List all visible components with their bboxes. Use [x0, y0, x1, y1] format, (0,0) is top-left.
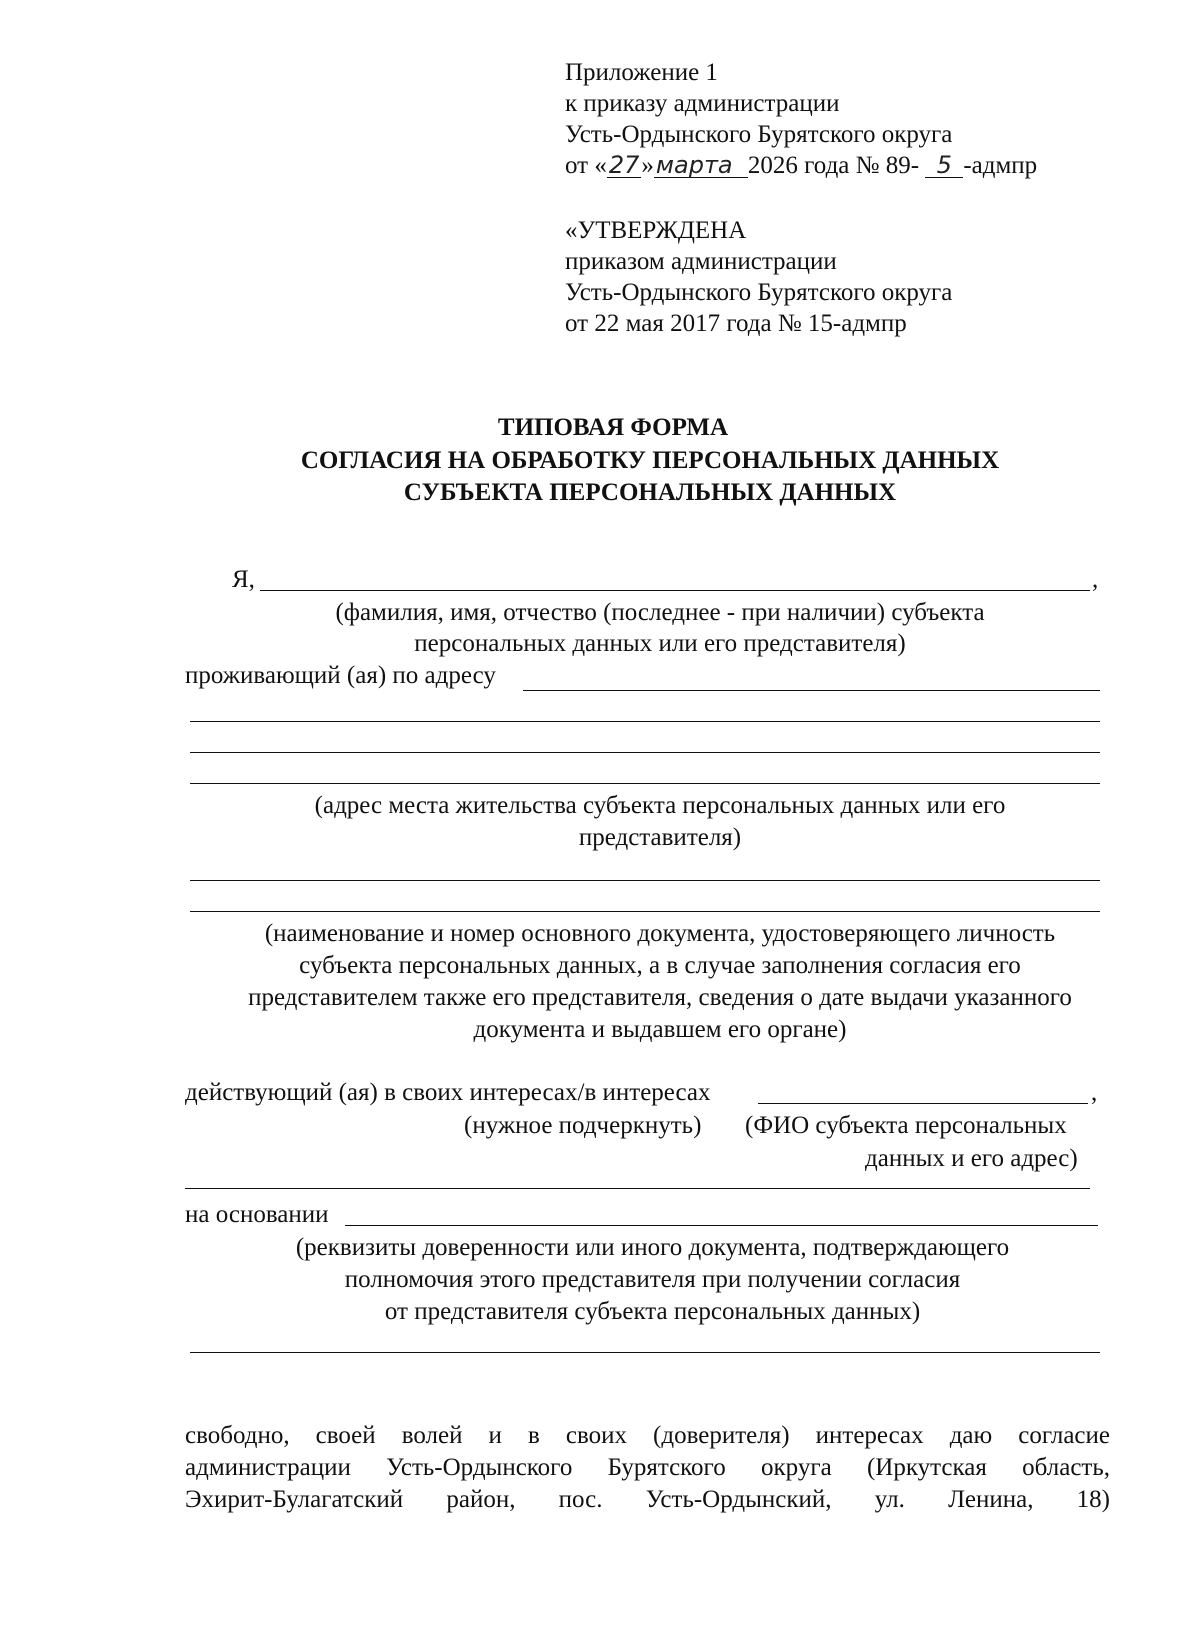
consent-paragraph-line-1: свободно, своей волей и в своих (доверителя) интересах даю согласие	[185, 1422, 1110, 1449]
fio-comma: ,	[1092, 566, 1099, 593]
address-fill-line-1[interactable]	[523, 690, 1100, 691]
address-fill-line-3[interactable]	[190, 752, 1100, 753]
subject-hint-line-2: данных и его адрес)	[865, 1145, 1078, 1172]
subject-fill-line[interactable]	[185, 1188, 1090, 1189]
order-mid: »	[641, 152, 654, 179]
document-fill-line-2[interactable]	[190, 911, 1100, 912]
approved-line-2: приказом администрации	[565, 248, 837, 275]
document-hint-line-3: представителем также его представителя, сведения о дате выдачи указанного	[248, 984, 1072, 1011]
address-hint-line-2: представителя)	[578, 824, 742, 851]
document-hint-line-2: субъекта персональных данных, а в случае заполнения согласия его	[299, 952, 1021, 979]
fio-hint-line-1: (фамилия, имя, отчество (последнее - при наличии) субъекта	[335, 599, 985, 626]
fio-fill-line[interactable]	[260, 590, 1090, 591]
address-fill-line-2[interactable]	[190, 721, 1100, 722]
acting-comma: ,	[1091, 1079, 1098, 1106]
appendix-line-2: к приказу администрации	[565, 90, 840, 117]
title-line-1: ТИПОВАЯ ФОРМА	[497, 414, 729, 441]
order-month-handwritten: марта	[654, 153, 748, 178]
basis-label: на основании	[185, 1201, 329, 1228]
approved-line-4: от 22 мая 2017 года № 15-адмпр	[565, 310, 907, 337]
basis-hint-line-2: полномочия этого представителя при получении согласия	[344, 1266, 961, 1293]
order-number-handwritten: 5	[925, 153, 963, 178]
consent-paragraph-line-3: Эхирит-Булагатский район, пос. Усть-Ордынский, ул. Ленина, 18)	[185, 1486, 1110, 1513]
underline-hint: (нужное подчеркнуть)	[464, 1112, 702, 1139]
appendix-line-1: Приложение 1	[565, 59, 718, 86]
acting-fill-line[interactable]	[758, 1103, 1088, 1104]
approved-line-1: «УТВЕРЖДЕНА	[565, 217, 747, 244]
address-fill-line-4[interactable]	[190, 783, 1100, 784]
address-hint-line-1: (адрес места жительства субъекта персональных данных или его	[314, 792, 1006, 819]
consent-paragraph-line-2: администрации Усть-Ордынского Бурятского округа (Иркутская область,	[185, 1454, 1110, 1481]
order-prefix: от «	[565, 152, 607, 179]
address-label: проживающий (ая) по адресу	[185, 662, 496, 689]
subject-hint-line-1: (ФИО субъекта персональных	[745, 1112, 1067, 1139]
title-line-3: СУБЪЕКТА ПЕРСОНАЛЬНЫХ ДАННЫХ	[403, 479, 897, 506]
document-fill-line-1[interactable]	[190, 880, 1100, 881]
order-year: 2026 года № 89-	[747, 152, 920, 179]
fio-hint-line-2: персональных данных или его представителя)	[414, 630, 906, 657]
appendix-line-3: Усть-Ордынского Бурятского округа	[565, 121, 953, 148]
basis-hint-line-3: от представителя субъекта персональных данных)	[384, 1298, 921, 1325]
basis-fill-line[interactable]	[345, 1225, 1098, 1226]
document-hint-line-4: документа и выдавшем его органе)	[473, 1016, 847, 1043]
title-line-2: СОГЛАСИЯ НА ОБРАБОТКУ ПЕРСОНАЛЬНЫХ ДАННЫХ	[300, 447, 1000, 474]
order-suffix: -адмпр	[963, 152, 1038, 179]
approved-line-3: Усть-Ордынского Бурятского округа	[565, 279, 953, 306]
acting-label: действующий (ая) в своих интересах/в интересах	[185, 1079, 711, 1106]
order-date-line	[565, 150, 1037, 182]
order-day-handwritten: 27	[608, 151, 640, 179]
basis-hint-line-1: (реквизиты доверенности или иного документа, подтверждающего	[295, 1234, 1010, 1261]
basis-extra-fill-line[interactable]	[190, 1352, 1100, 1353]
i-label: Я,	[232, 566, 255, 593]
document-hint-line-1: (наименование и номер основного документа, удостоверяющего личность	[264, 920, 1056, 947]
